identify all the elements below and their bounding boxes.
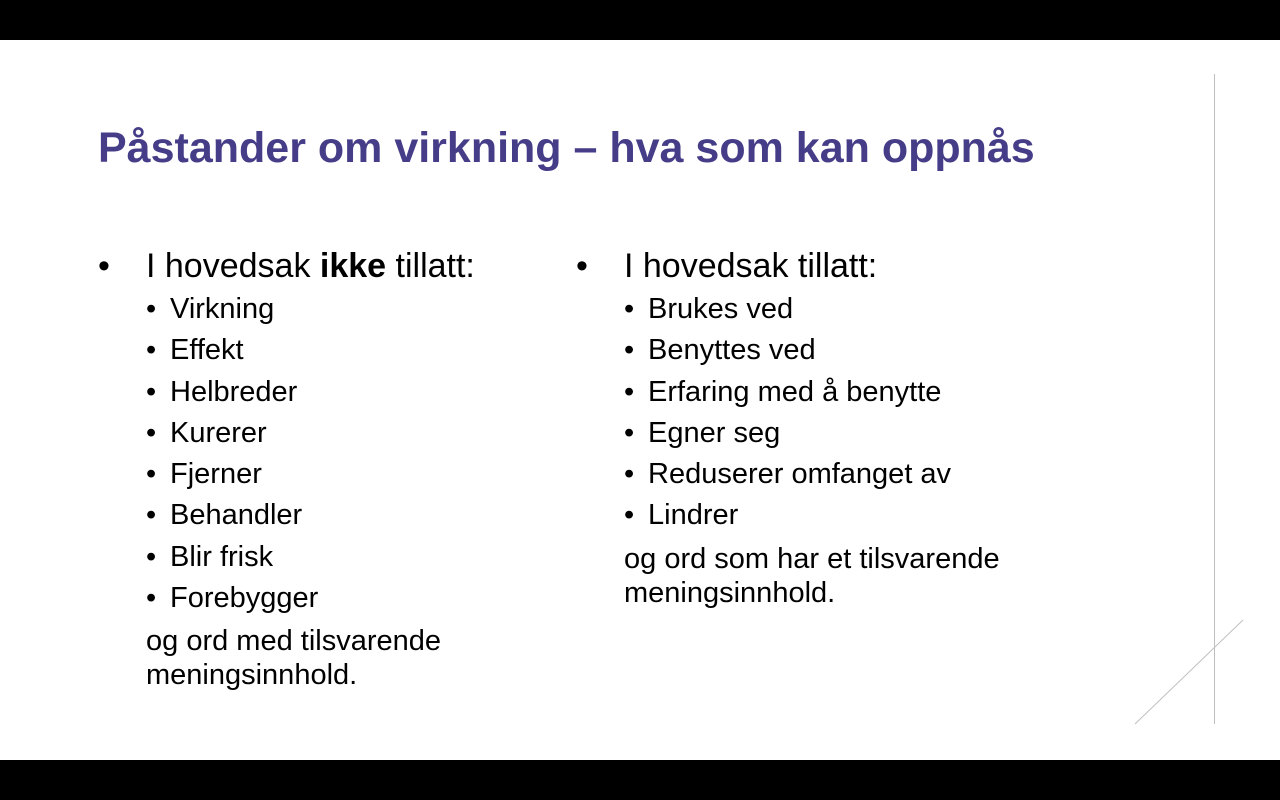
bullet-icon: •: [624, 334, 635, 367]
right-column-allowed: [576, 243, 1096, 610]
right-heading-text: I hovedsak tillatt:: [624, 247, 878, 285]
left-heading-text: [146, 243, 475, 289]
list-item-label: Egner seg: [648, 416, 781, 449]
list-item-label: Behandler: [170, 499, 303, 532]
bullet-icon: •: [624, 499, 635, 532]
list-item: [576, 289, 1096, 330]
list-item-label: Fjerner: [170, 458, 262, 491]
right-column-heading: [576, 243, 1096, 289]
list-item: [576, 454, 1096, 495]
bullet-icon: •: [146, 540, 157, 573]
letterbox-bottom: [0, 760, 1280, 800]
list-item: [576, 495, 1096, 536]
bullet-icon: •: [146, 499, 157, 532]
left-item-list: [98, 289, 538, 619]
right-column-note: [624, 537, 1096, 610]
left-note-line-2: meningsinnhold.: [146, 659, 358, 692]
bullet-icon: •: [98, 247, 110, 285]
presentation-slide: [0, 40, 1280, 760]
list-item: [576, 372, 1096, 413]
slide-title: Påstander om virkning – hva som kan oppnås: [98, 124, 1035, 172]
right-note-line-1: og ord som har et tilsvarende: [624, 542, 1000, 575]
list-item-label: Erfaring med å benytte: [648, 375, 942, 408]
left-heading-prefix: I hovedsak: [146, 247, 320, 285]
list-item-label: Forebygger: [170, 582, 319, 615]
bullet-icon: •: [624, 458, 635, 491]
left-column-note: [146, 619, 538, 692]
bullet-icon: •: [624, 375, 635, 408]
bullet-icon: •: [146, 582, 157, 615]
list-item: [98, 495, 538, 536]
list-item-label: Benyttes ved: [648, 334, 816, 367]
left-note-line-1: og ord med tilsvarende: [146, 625, 441, 658]
bullet-icon: •: [146, 375, 157, 408]
list-item: [98, 578, 538, 619]
list-item: [576, 330, 1096, 371]
list-item-label: Effekt: [170, 334, 244, 367]
bullet-icon: •: [146, 293, 157, 325]
list-item: [98, 413, 538, 454]
bullet-icon: •: [576, 247, 588, 285]
left-column-heading: [98, 243, 538, 289]
list-item: [576, 413, 1096, 454]
list-item: [98, 454, 538, 495]
list-item: [98, 330, 538, 371]
list-item-label: Blir frisk: [170, 540, 274, 573]
bullet-icon: •: [146, 334, 157, 367]
right-note-line-2: meningsinnhold.: [624, 576, 836, 609]
list-item-label: Brukes ved: [648, 293, 794, 325]
left-heading-bold: ikke: [319, 247, 387, 285]
bullet-icon: •: [146, 416, 157, 449]
list-item-label: Lindrer: [648, 499, 739, 532]
left-heading-suffix: tillatt:: [386, 247, 475, 285]
list-item-label: Helbreder: [170, 375, 298, 408]
list-item-label: Kurerer: [170, 416, 267, 449]
list-item: [98, 537, 538, 578]
list-item: [98, 289, 538, 330]
left-column-not-allowed: [98, 243, 538, 692]
bullet-icon: •: [624, 416, 635, 449]
list-item-label: Reduserer omfanget av: [648, 458, 952, 491]
bullet-icon: •: [146, 458, 157, 491]
list-item: [98, 372, 538, 413]
right-item-list: [576, 289, 1096, 537]
decorative-diagonal-line: [1135, 620, 1243, 724]
bullet-icon: •: [624, 293, 635, 325]
list-item-label: Virkning: [170, 293, 275, 325]
letterbox-top: [0, 0, 1280, 40]
